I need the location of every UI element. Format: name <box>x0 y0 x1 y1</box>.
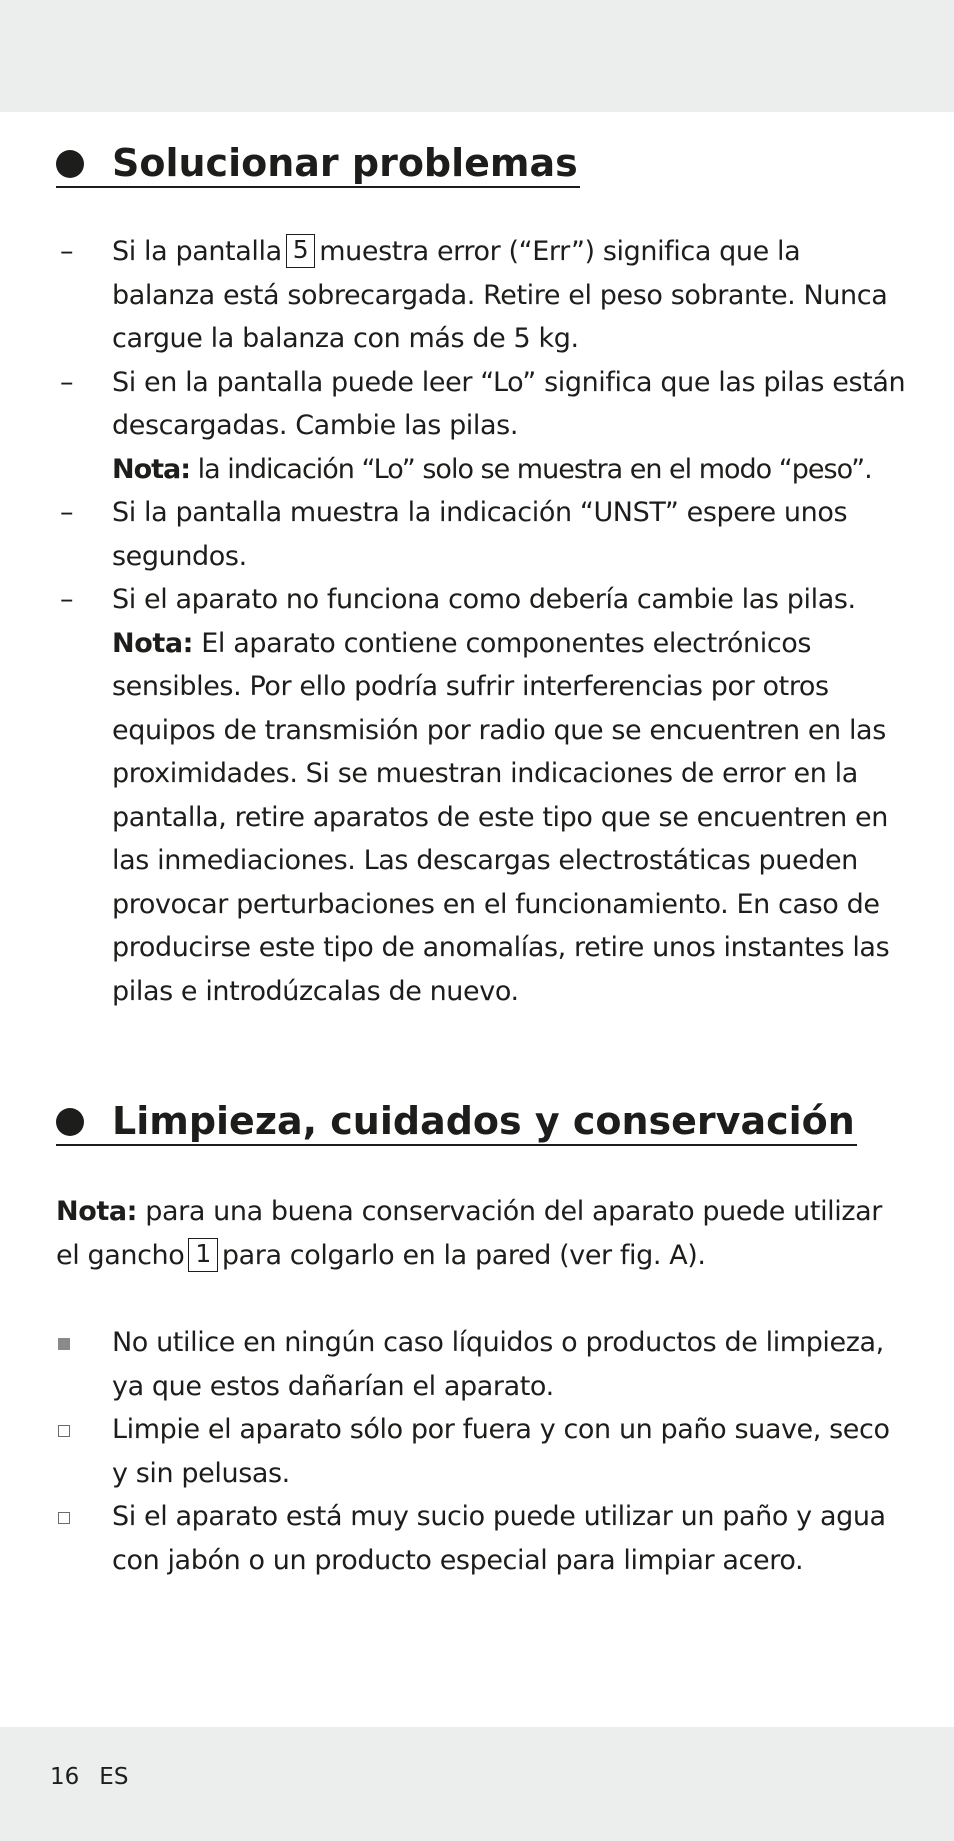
bottom-margin-band <box>0 1727 954 1841</box>
section-heading-cleaning <box>56 1098 857 1146</box>
list-item <box>56 361 906 492</box>
note-label: Nota: <box>112 453 191 485</box>
list-item-text: Si la pantalla muestra la indicación “UNST” espere unos segundos. <box>112 497 848 572</box>
page-footer <box>50 1762 128 1792</box>
top-margin-band <box>0 0 954 112</box>
note-label: Nota: <box>56 1196 138 1227</box>
list-item <box>56 491 906 578</box>
section-title: Solucionar problemas <box>112 141 578 185</box>
empty-square-icon <box>58 1425 70 1437</box>
note-label: Nota: <box>112 627 194 659</box>
list-item <box>56 1495 906 1582</box>
note: Nota: El aparato contiene componentes electrónicos sensibles. Por ello podría sufrir interferencias por otros equipos de transmisión por radio que se encuentren en las proximidades. Si se muestran indicaciones de error en la pantalla, retire aparatos de este tipo que se encuentren en las inmediaciones. Las descargas electrostáticas pueden provocar perturbaciones en el funcionamiento. En caso de producirse este tipo de anomalías, retire unos instantes las pilas e introdúzcalas de nuevo. <box>112 627 890 1007</box>
list-item-text: Si la pantalla 5 muestra error (“Err”) significa que la balanza está sobrecargada. Retire el peso sobrante. Nunca cargue la balanza con más de 5 kg. <box>112 235 888 354</box>
section-heading-troubleshooting <box>56 140 580 188</box>
list-item-text: Si el aparato no funciona como debería cambie las pilas. <box>112 584 856 615</box>
cleaning-list <box>56 1321 906 1582</box>
dash-marker: – <box>60 366 74 398</box>
filled-square-icon <box>58 1338 70 1350</box>
bullet-dot-icon <box>56 150 84 178</box>
reference-number-box: 1 <box>188 1238 218 1272</box>
reference-number-box: 5 <box>286 234 316 268</box>
cleaning-note: Nota: para una buena conservación del aparato puede utilizar el gancho 1 para colgarlo en la pared (ver fig. A). <box>56 1196 882 1271</box>
note: Nota: la indicación “Lo” solo se muestra en el modo “peso”. <box>112 453 872 485</box>
list-item-text: Si en la pantalla puede leer “Lo” significa que las pilas están descargadas. Cambie las pilas. <box>112 366 906 441</box>
dash-marker: – <box>60 497 74 528</box>
list-item <box>56 1321 906 1408</box>
list-item <box>56 578 906 1013</box>
bullet-dot-icon <box>56 1108 84 1136</box>
list-item-text: No utilice en ningún caso líquidos o productos de limpieza, ya que estos dañarían el aparato. <box>112 1327 884 1402</box>
empty-square-icon <box>58 1512 70 1524</box>
list-item-text: Si el aparato está muy sucio puede utilizar un paño y agua con jabón o un producto especial para limpiar acero. <box>112 1501 886 1576</box>
list-item-text: Limpie el aparato sólo por fuera y con un paño suave, seco y sin pelusas. <box>112 1414 890 1489</box>
section-title: Limpieza, cuidados y conservación <box>112 1099 855 1143</box>
list-item <box>56 1408 906 1495</box>
dash-marker: – <box>60 584 74 615</box>
list-item <box>56 230 906 361</box>
page-number: 16 <box>50 1764 80 1790</box>
dash-marker: – <box>60 236 74 267</box>
language-code: ES <box>99 1764 129 1790</box>
troubleshooting-list <box>56 230 906 1013</box>
